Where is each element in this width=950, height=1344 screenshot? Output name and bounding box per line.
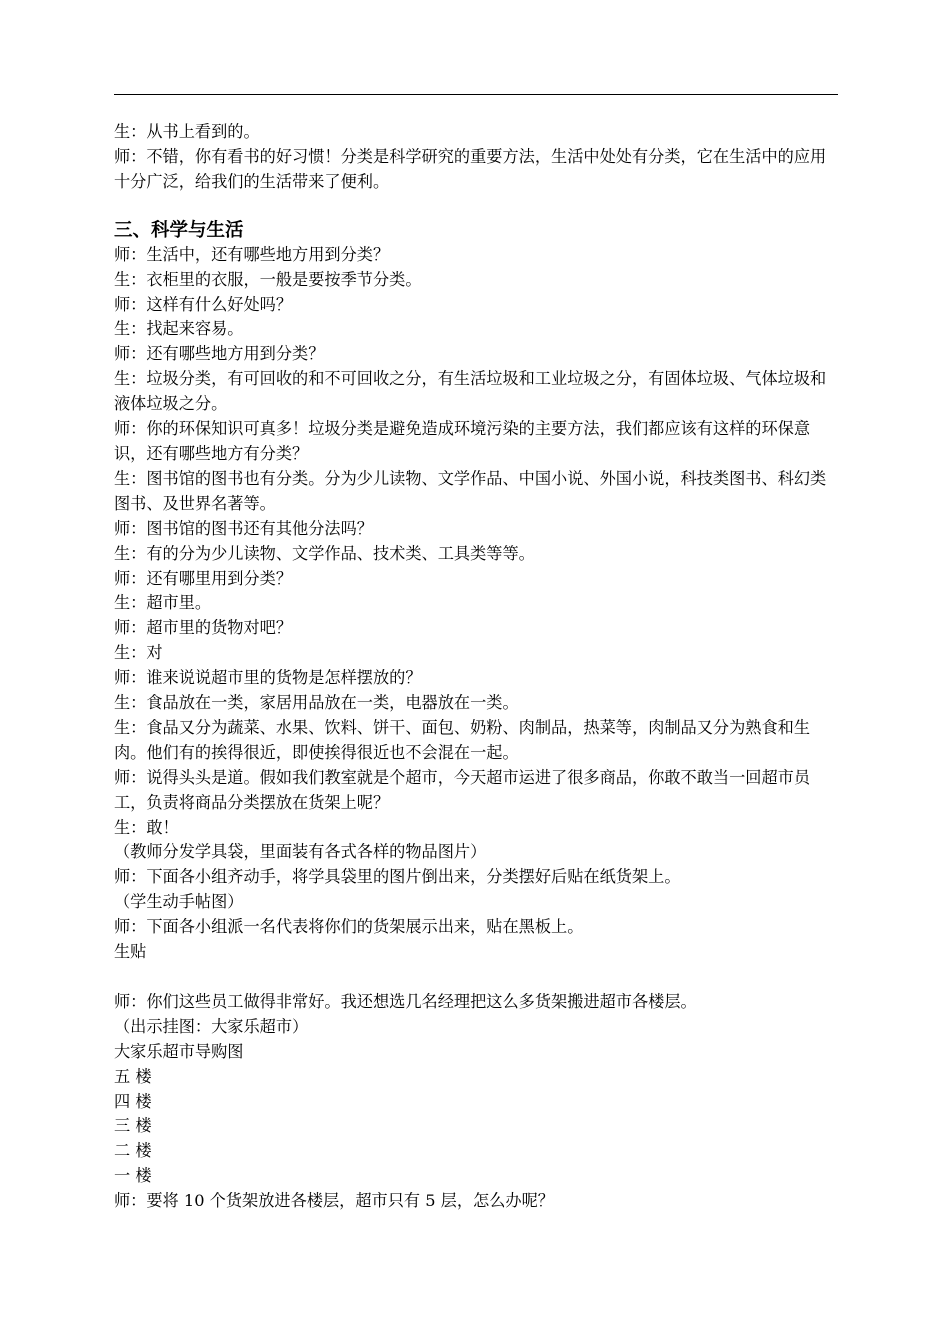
paragraph: 生：敢！ xyxy=(114,817,179,837)
spacer xyxy=(114,195,840,219)
paragraph: （出示挂图：大家乐超市） xyxy=(114,1016,309,1036)
paragraph: 师：这样有什么好处吗？ xyxy=(114,294,293,314)
paragraph: 师：你的环保知识可真多！垃圾分类是避免造成环境污染的主要方法，我们都应该有这样的环保意识，还有哪些地方有分类？ xyxy=(114,419,811,463)
floor-label: 一 楼 xyxy=(114,1166,152,1186)
paragraph: 生：有的分为少儿读物、文学作品、技术类、工具类等等。 xyxy=(114,543,535,563)
paragraph: 师：还有哪些地方用到分类？ xyxy=(114,344,325,364)
paragraph: 师：你们这些员工做得非常好。我还想选几名经理把这么多货架搬进超市各楼层。 xyxy=(114,991,697,1011)
paragraph: （学生动手帖图） xyxy=(114,892,244,912)
guide-title: 大家乐超市导购图 xyxy=(114,1041,244,1061)
spacer xyxy=(114,965,840,990)
paragraph: 师：谁来说说超市里的货物是怎样摆放的？ xyxy=(114,668,422,688)
paragraph: 生贴 xyxy=(114,942,147,962)
paragraph: 师：下面各小组齐动手，将学具袋里的图片倒出来，分类摆好后贴在纸货架上。 xyxy=(114,867,681,887)
floor-label: 二 楼 xyxy=(114,1141,152,1161)
document-body xyxy=(114,120,840,1214)
paragraph: 师：生活中，还有哪些地方用到分类？ xyxy=(114,244,390,264)
paragraph: 师：下面各小组派一名代表将你们的货架展示出来，贴在黑板上。 xyxy=(114,917,584,937)
paragraph: 生：图书馆的图书也有分类。分为少儿读物、文学作品、中国小说、外国小说，科技类图书、科幻类图书、及世界名著等。 xyxy=(114,468,827,513)
paragraph: （教师分发学具袋，里面装有各式各样的物品图片） xyxy=(114,842,487,862)
paragraph: 生：从书上看到的。 xyxy=(114,122,260,141)
paragraph: 生：对 xyxy=(114,643,163,663)
floor-label: 五 楼 xyxy=(114,1066,152,1086)
floor-label: 三 楼 xyxy=(114,1116,152,1136)
paragraph: 生：超市里。 xyxy=(114,593,212,613)
paragraph: 生：食品放在一类，家居用品放在一类，电器放在一类。 xyxy=(114,693,519,713)
paragraph: 师：还有哪里用到分类？ xyxy=(114,568,293,588)
paragraph: 师：不错，你有看书的好习惯！分类是科学研究的重要方法，生活中处处有分类，它在生活中的应用十分广泛，给我们的生活带来了便利。 xyxy=(114,146,827,191)
paragraph: 生：找起来容易。 xyxy=(114,319,244,339)
paragraph: 师：超市里的货物对吧？ xyxy=(114,618,293,638)
paragraph: 师：说得头头是道。假如我们教室就是个超市，今天超市运进了很多商品，你敢不敢当一回超市员工，负责将商品分类摆放在货架上呢？ xyxy=(114,767,811,812)
section-heading: 三、科学与生活 xyxy=(114,219,244,241)
header-rule xyxy=(114,94,838,95)
floor-label: 四 楼 xyxy=(114,1091,152,1111)
paragraph: 生：食品又分为蔬菜、水果、饮料、饼干、面包、奶粉、肉制品，热菜等，肉制品又分为熟食和生肉。他们有的挨得很近，即使挨得很近也不会混在一起。 xyxy=(114,717,811,762)
paragraph: 师：要将 10 个货架放进各楼层，超市只有 5 层，怎么办呢？ xyxy=(114,1191,554,1211)
paragraph: 生：衣柜里的衣服，一般是要按季节分类。 xyxy=(114,269,422,289)
paragraph: 师：图书馆的图书还有其他分法吗？ xyxy=(114,518,373,538)
paragraph: 生：垃圾分类，有可回收的和不可回收之分，有生活垃圾和工业垃圾之分，有固体垃圾、气体垃圾和液体垃圾之分。 xyxy=(114,369,827,414)
